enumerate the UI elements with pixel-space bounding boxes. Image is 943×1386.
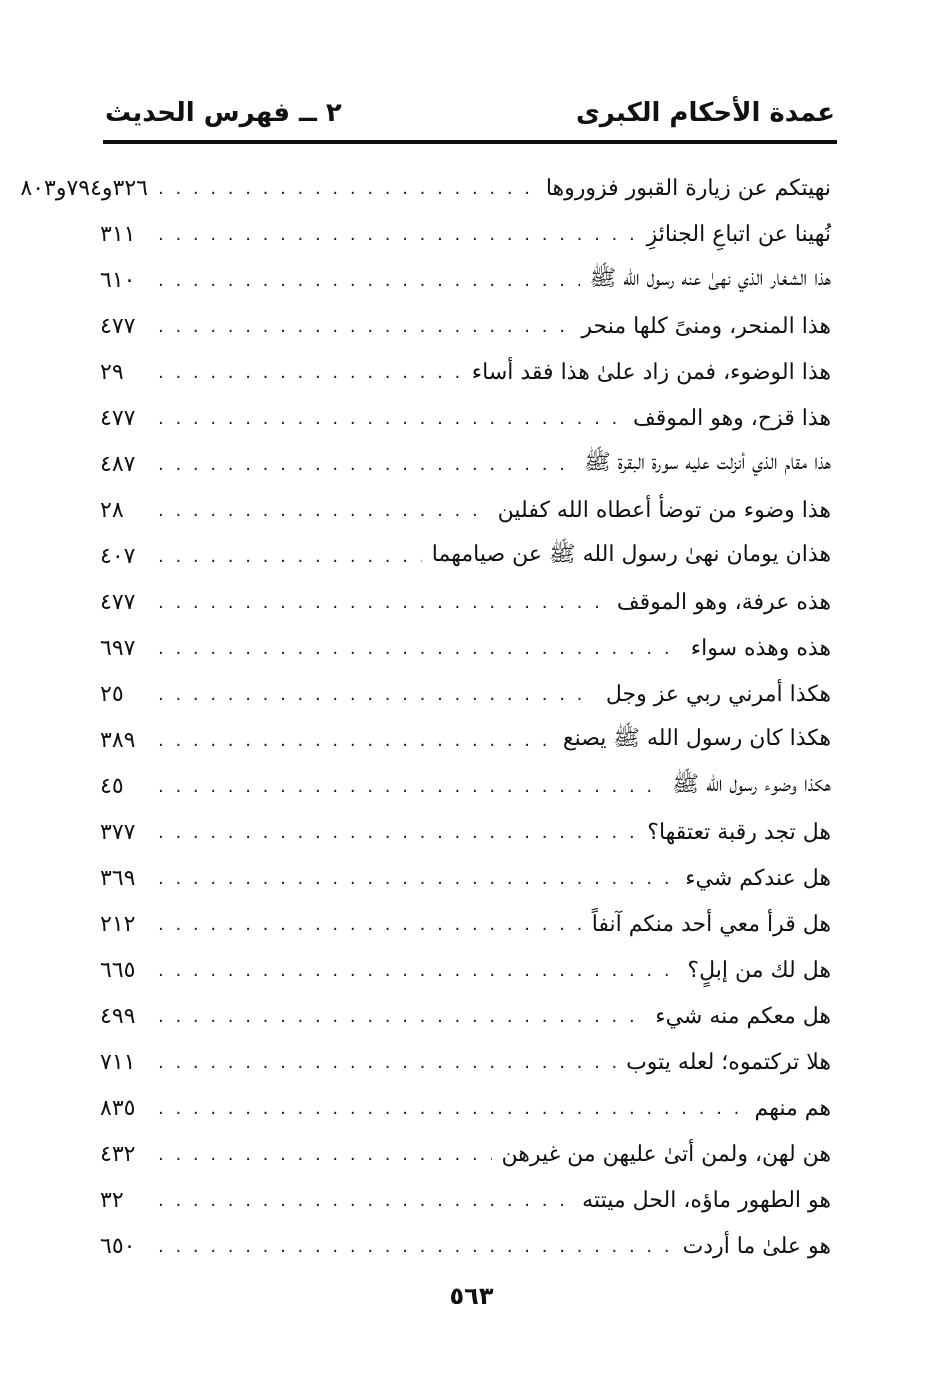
entry-page-ref: ٤٧٧ [100,313,136,339]
entry-page-ref: ٢٩ [100,359,124,385]
dot-leader [158,1236,673,1257]
entry-page-ref: ٣٢٦و٧٩٤و٨٠٣ [20,175,148,201]
book-title: عمدة الأحكام الكبرى [575,98,835,128]
entry-page-ref: ٤٧٧ [100,589,136,615]
index-entry [100,579,831,625]
header-rule [103,140,837,144]
dot-leader [158,316,571,337]
index-entry [100,303,831,349]
index-entry [100,395,831,441]
entry-page-ref: ٤٨٧ [100,451,136,477]
dot-leader [158,1190,572,1211]
entry-page-ref: ٣٦٩ [100,865,136,891]
dot-leader [158,408,623,429]
entry-page-ref: ٨٣٥ [100,1095,136,1121]
index-entry [100,1223,831,1269]
entry-page-ref: ٣٧٧ [100,819,136,845]
page-number: ٥٦٣ [449,1282,494,1310]
dot-leader [158,500,488,521]
entry-page-ref: ٢٨ [100,497,124,523]
index-entry [100,349,831,395]
index-entry [100,947,831,993]
index-entry [20,165,831,211]
entry-page-ref: ٦٥٠ [100,1233,136,1259]
index-entry [100,855,831,901]
entry-text: هكذا وضوء رسول الله ﷺ [672,772,831,797]
entry-text: هكذا كان رسول الله ﷺ يصنع [562,726,831,751]
entry-text: هو الطهور ماؤه، الحل ميتته [582,1187,831,1213]
entry-page-ref: ٣١١ [100,221,136,247]
index-entry [100,211,831,257]
entry-page-ref: ٤٩٩ [100,1003,136,1029]
dot-leader [158,684,596,705]
entry-page-ref: ٦٦٥ [100,957,136,983]
entry-text: هل لك من إبلٍ؟ [687,957,831,983]
index-entry [100,1085,831,1131]
index-entry [100,993,831,1039]
entry-text: هكذا أمرني ربي عز وجل [605,681,831,707]
entry-page-ref: ٢١٢ [100,911,136,937]
entry-text: نهيتكم عن زيارة القبور فزوروها [545,175,831,201]
dot-leader [158,960,677,981]
entry-text: هذا مقام الذي أنزلت عليه سورة البقرة ﷺ [584,450,831,475]
entry-page-ref: ٢٥ [100,681,124,707]
hadith-index-list [20,165,831,1269]
dot-leader [158,546,422,567]
dot-leader [158,270,580,291]
section-title: ٢ ــ فهرس الحديث [105,98,342,128]
entry-text: هذا الوضوء، فمن زاد علىٰ هذا فقد أساء [471,359,831,385]
entry-text: هذا قزح، وهو الموقف [633,405,831,431]
index-entry [100,533,831,579]
dot-leader [158,730,553,751]
running-header [105,98,835,138]
entry-page-ref: ٣٨٩ [100,727,136,753]
index-entry [100,1131,831,1177]
entry-text: هلا تركتموه؛ لعله يتوب [626,1049,831,1075]
entry-text: هذا الشغار الذي نهىٰ عنه رسول الله ﷺ [589,266,831,291]
index-entry [100,809,831,855]
entry-page-ref: ٧١١ [100,1049,136,1075]
index-entry [100,487,831,533]
entry-page-ref: ٣٢ [100,1187,124,1213]
dot-leader [158,822,637,843]
index-entry [100,1039,831,1085]
index-entry [100,671,831,717]
entry-text: هذه وهذه سواء [690,635,831,661]
entry-page-ref: ٤٠٧ [100,543,136,569]
entry-text: هم منهم [754,1095,831,1121]
entry-text: هل قرأ معي أحد منكم آنفاً [591,911,831,937]
entry-page-ref: ٤٧٧ [100,405,136,431]
dot-leader [158,362,462,383]
entry-text: نُهينا عن اتباعِ الجنائزِ [646,221,831,247]
entry-text: هذان يومان نهىٰ رسول الله ﷺ عن صيامهما [431,542,831,567]
index-entry [100,763,831,809]
entry-text: هو علىٰ ما أردت [682,1233,831,1259]
entry-text: هل معكم منه شيء [655,1003,831,1029]
index-entry [100,1177,831,1223]
dot-leader [158,638,681,659]
index-entry [100,717,831,763]
dot-leader [158,1098,745,1119]
entry-page-ref: ٤٥ [100,773,124,799]
entry-text: هن لهن، ولمن أتىٰ عليهن من غيرهن [501,1141,831,1167]
dot-leader [158,776,662,797]
entry-text: هذه عرفة، وهو الموقف [616,589,831,615]
entry-page-ref: ٦٩٧ [100,635,136,661]
dot-leader [158,914,582,935]
dot-leader [158,1006,645,1027]
index-entry [100,625,831,671]
entry-text: هذا وضوء من توضأ أعطاه الله كفلين [497,497,831,523]
index-entry [100,257,831,303]
dot-leader [158,1052,616,1073]
dot-leader [158,178,536,199]
dot-leader [158,1144,492,1165]
entry-text: هل عندكم شيء [685,865,831,891]
entry-page-ref: ٤٣٢ [100,1141,136,1167]
entry-page-ref: ٦١٠ [100,267,136,293]
dot-leader [158,868,675,889]
index-entry [100,901,831,947]
dot-leader [158,454,574,475]
dot-leader [158,592,607,613]
entry-text: هذا المنحر، ومنىً كلها منحر [581,313,831,339]
index-entry [100,441,831,487]
entry-text: هل تجد رقبة تعتقها؟ [647,819,831,845]
dot-leader [158,224,637,245]
